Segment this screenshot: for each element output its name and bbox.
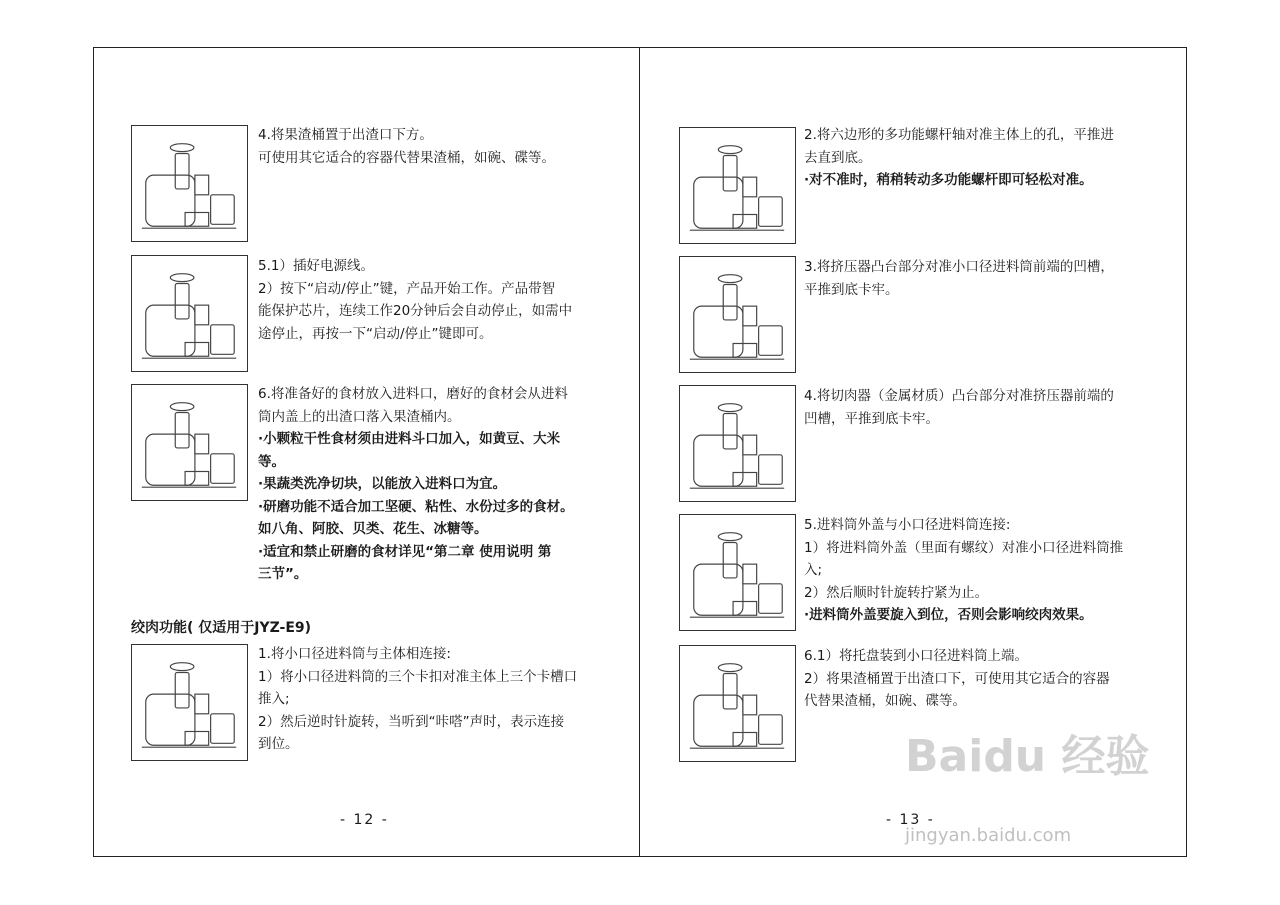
step-line: ·研磨功能不适合加工坚硬、粘性、水份过多的食材。 [258,498,574,515]
step-text [258,124,618,169]
step-line: 5.1）插好电源线。 [258,258,374,274]
step-text [258,643,618,756]
step-line: 三节”。 [258,566,308,582]
step-line: 1）将小口径进料筒的三个卡扣对准主体上三个卡槽口 [258,668,578,685]
step-line: ·果蔬类洗净切块，以能放入进料口为宜。 [258,476,507,492]
step-line: 1）将进料筒外盖（里面有螺纹）对准小口径进料筒推 [804,539,1124,556]
step-line: 6.1）将托盘装到小口径进料筒上端。 [804,648,1028,664]
step-line: 4.将切肉器（金属材质）凸台部分对准挤压器前端的 [804,388,1114,404]
step-text [804,256,1164,301]
step-text [804,514,1164,627]
step-line: 凹槽，平推到底卡牢。 [804,410,939,427]
step-line: 如八角、阿胶、贝类、花生、冰糖等。 [258,521,488,537]
step-illustration [679,256,796,373]
step-line: 代替果渣桶，如碗、碟等。 [804,693,966,709]
step-text [258,255,618,345]
step-illustration [679,385,796,502]
step-text [804,124,1164,192]
step-illustration [131,384,248,501]
step-illustration [131,255,248,372]
step-line: 4.将果渣桶置于出渣口下方。 [258,127,433,143]
step-illustration [679,645,796,762]
step-line: 2）然后逆时针旋转，当听到“咔嗒”声时，表示连接 [258,713,565,730]
step-line: 3.将挤压器凸台部分对准小口径进料筒前端的凹槽， [804,259,1114,275]
step-text [804,645,1164,713]
watermark-url: jingyan.baidu.com [905,825,1072,846]
step-line: 入; [804,562,823,578]
step-line: 5.进料筒外盖与小口径进料筒连接: [804,517,1011,533]
step-line: 能保护芯片，连续工作20分钟后会自动停止，如需中 [258,303,573,319]
step-illustration [131,644,248,761]
step-line: 到位。 [258,736,299,752]
step-line: 推入; [258,691,290,707]
step-line: 2.将六边形的多功能螺杆轴对准主体上的孔，平推进 [804,127,1114,143]
step-line: 筒内盖上的出渣口落入果渣桶内。 [258,408,461,425]
step-line: 等。 [258,453,285,470]
step-illustration [679,127,796,244]
step-text [804,385,1164,430]
step-line: ·适宜和禁止研磨的食材详见“第二章 使用说明 第 [258,543,552,560]
step-line: 2）将果渣桶置于出渣口下，可使用其它适合的容器 [804,670,1110,687]
step-line: 途停止，再按一下“启动/停止”键即可。 [258,325,493,342]
step-illustration [679,514,796,631]
step-line: 可使用其它适合的容器代替果渣桶，如碗、碟等。 [258,149,555,166]
step-line: 2）按下“启动/停止”键，产品开始工作。产品带智 [258,280,556,297]
step-line: ·小颗粒干性食材须由进料斗口加入，如黄豆、大米 [258,431,561,447]
step-line: 6.将准备好的食材放入进料口，磨好的食材会从进料 [258,386,568,402]
step-illustration [131,125,248,242]
step-line: ·对不准时，稍稍转动多功能螺杆即可轻松对准。 [804,172,1093,188]
step-line: 去直到底。 [804,149,872,166]
step-line: 1.将小口径进料筒与主体相连接: [258,646,451,662]
page-divider [639,47,640,857]
step-line: 平推到底卡牢。 [804,281,899,298]
step-line: ·进料筒外盖要旋入到位，否则会影响绞肉效果。 [804,607,1093,623]
watermark-logo: Baidu 经验 [905,731,1150,782]
step-text [258,383,618,586]
section-heading: 绞肉功能( 仅适用于JYZ-E9) [131,620,312,636]
step-line: 2）然后顺时针旋转拧紧为止。 [804,584,989,601]
page-number-right: - 13 - [886,812,935,828]
page-number-left: - 12 - [340,812,389,828]
